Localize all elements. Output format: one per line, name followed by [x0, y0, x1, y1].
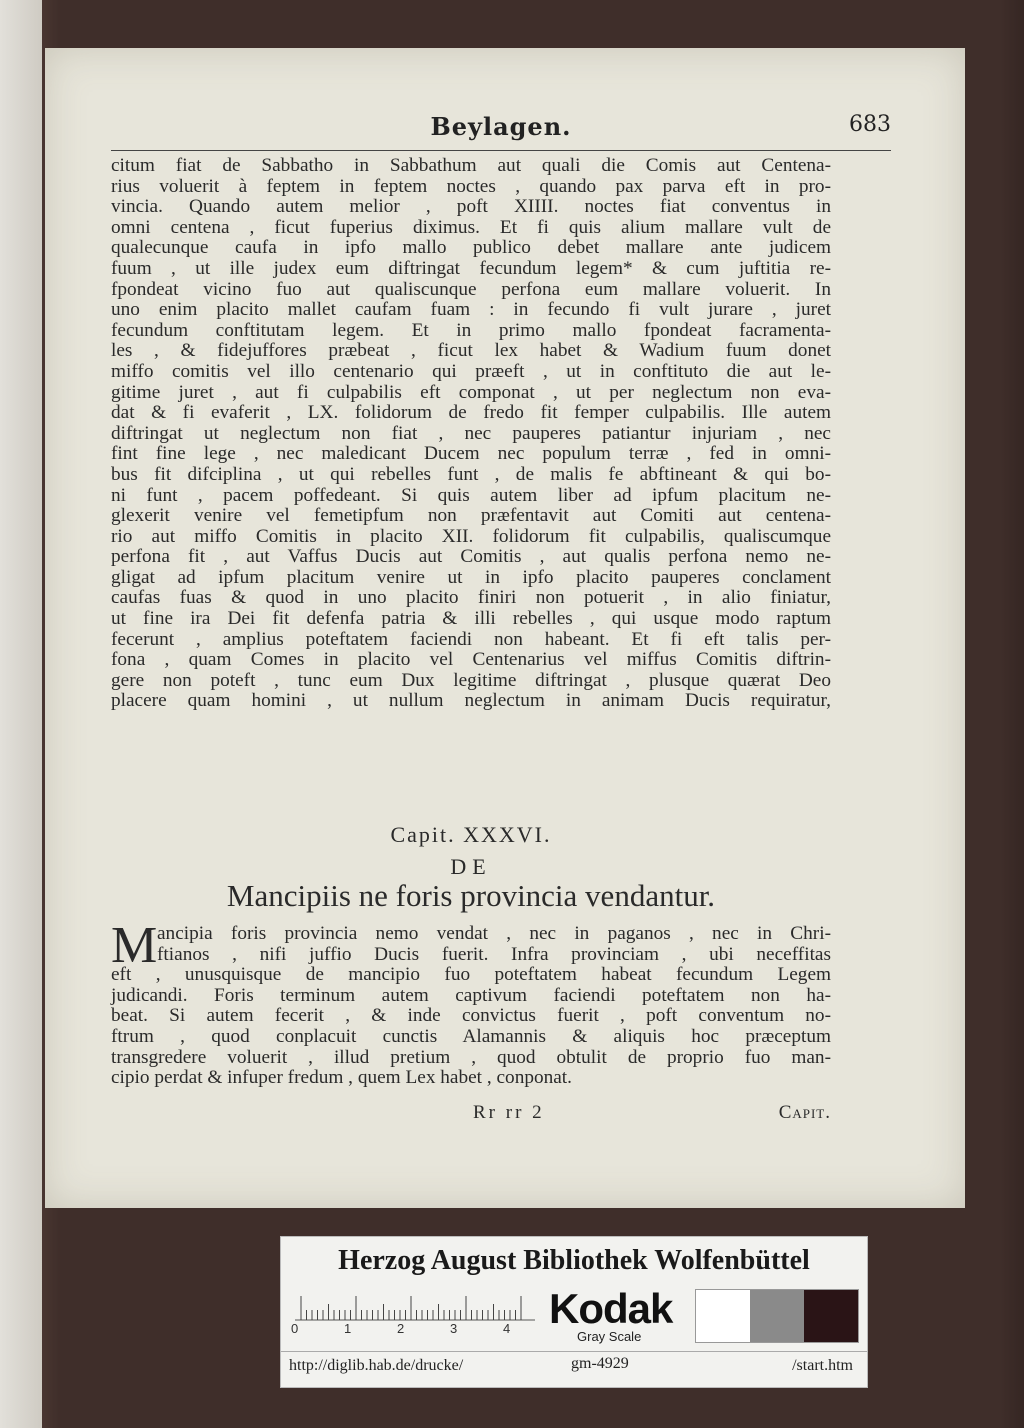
- item-id: gm-4929: [571, 1355, 629, 1372]
- gray-scale-bar: [695, 1289, 859, 1343]
- chapter-body: [111, 917, 831, 1089]
- text-line: caufas fuas & quod in uno placito finiri non potuerit , in alio finiatur,: [111, 587, 831, 609]
- gray-swatch: [750, 1290, 804, 1342]
- chapter-de: DE: [450, 854, 492, 879]
- text-line: rio aut miffo Comitis in placito XII. folidorum fit culpabilis, qualiscumque: [111, 525, 831, 547]
- text-line: qualecunque caufa in ipfo mallo publico debet mallare ante judicem: [111, 237, 831, 259]
- ruler-number: 3: [450, 1321, 458, 1336]
- chapter-title: Mancipiis ne foris provincia vendantur.: [226, 878, 716, 913]
- ruler-number: 2: [397, 1321, 405, 1336]
- ruler-number: 4: [503, 1321, 511, 1336]
- label-divider: [281, 1351, 867, 1352]
- ruler-icon: [295, 1293, 535, 1321]
- url-left: http://diglib.hab.de/drucke/: [289, 1357, 464, 1374]
- text-line: uno enim placito mallet caufam fuam : in fecundo fi vult jurare , juret: [111, 299, 831, 321]
- text-line: fecerunt , amplius poteftatem faciendi non habeant. Et fi eft talis per-: [111, 628, 831, 650]
- book-page: [45, 48, 965, 1208]
- text-line: eft , unusquisque de mancipio fuo poteftatem habeat fecundum Legem: [111, 964, 831, 986]
- text-line: transgredere voluerit , illud pretium , quod obtulit de proprio fuo man-: [111, 1046, 831, 1068]
- kodak-logo: Kodak: [549, 1285, 673, 1332]
- ruler-number: 0: [291, 1321, 299, 1336]
- text-line: les , & fidejuffores præbeat , ficut lex habet & Wadium fuum donet: [111, 340, 831, 362]
- text-line: dat & fi evaferit , LX. folidorum de fredo fit femper culpabilis. Ille autem: [111, 402, 831, 424]
- text-line: bus fit difciplina , ut qui rebelles funt , de malis fe abftineant & qui bo-: [111, 463, 831, 485]
- ruler-number: 1: [344, 1321, 352, 1336]
- text-line: glexerit venire vel femetipfum non præfentavit aut Comiti aut centena-: [111, 505, 831, 527]
- text-line: fuum , ut ille judex eum diftringat fecundum legem* & cum juftitia re-: [111, 257, 831, 279]
- text-line: fpondeat vicino fuo aut qualiscunque perfona eum mallare voluerit. In: [111, 278, 831, 300]
- text-line: gligat ad ipfum placitum venire ut in ipfo placito pauperes conclament: [111, 566, 831, 588]
- text-line: ftrum , quod conplacuit cunctis Alamannis & aliquis hoc præceptum: [111, 1025, 831, 1047]
- text-line: placere quam homini , ut nullum neglectum in animam Ducis requiratur,: [111, 690, 831, 712]
- running-title: Beylagen.: [430, 112, 572, 141]
- text-line: gitime juret , aut fi culpabilis eft componat , ut per neglectum non eva-: [111, 381, 831, 403]
- text-line: miffo comitis vel illo centenario qui præeft , ut in conftituto die aut le-: [111, 360, 831, 382]
- previous-page-edge: [0, 0, 42, 1428]
- text-line: perfona fit , aut Vaffus Ducis aut Comitis , aut qualis perfona nemo ne-: [111, 546, 831, 568]
- page-number: 683: [849, 112, 891, 137]
- text-line: citum fiat de Sabbatho in Sabbathum aut quali die Comis aut Centena-: [111, 155, 831, 176]
- url-right: /start.htm: [792, 1357, 853, 1374]
- text-line: rius voluerit à feptem in feptem noctes , quando pax parva eft in pro-: [111, 175, 831, 197]
- text-line: ni funt , pacem poffedeant. Si quis autem liber ad ipfum placitum ne-: [111, 484, 831, 506]
- text-line: ftianos , nifi juffio Ducis fuerit. Infra provinciam , ubi neceffitas: [157, 943, 831, 965]
- signature-mark: Rr rr 2: [473, 1102, 545, 1123]
- gray-swatch: [696, 1290, 750, 1342]
- catchword: Capit.: [778, 1102, 831, 1123]
- text-line: fecundum conftitutam legem. Et in primo mallo fpondeat facramenta-: [111, 319, 831, 341]
- text-line: ancipia foris provincia nemo vendat , nec in paganos , nec in Chri-: [157, 923, 831, 944]
- text-line: cipio perdat & infuper fredum , quem Lex habet , conponat.: [111, 1067, 572, 1089]
- text-line: fona , quam Comes in placito vel Centenarius vel miffus Comitis diftrin-: [111, 649, 831, 671]
- page-header: [111, 106, 891, 151]
- text-line: gere non poteft , tunc eum Dux legitime diftringat , plusque quærat Deo: [111, 669, 831, 691]
- text-line: vincia. Quando autem melior , poft XIIII. noctes fiat conventus in: [111, 196, 831, 218]
- text-line: ut fine ira Dei fit defenfa patria & illi rebelles , qui usque modo raptum: [111, 608, 831, 630]
- library-label: [280, 1236, 868, 1388]
- text-line: omni centena , ficut fuperius diximus. Et fi quis alium mallare vult de: [111, 216, 831, 238]
- text-line: beat. Si autem fecerit , & inde convictus fuerit , poft conventum no-: [111, 1005, 831, 1027]
- library-title: Herzog August Bibliothek Wolfenbüttel: [338, 1245, 810, 1276]
- body-text: [111, 156, 831, 712]
- text-line: judicandi. Foris terminum autem captivum faciendi poteftatem non ha-: [111, 984, 831, 1006]
- gray-swatch: [804, 1290, 858, 1342]
- gray-scale-label: Gray Scale: [577, 1329, 642, 1344]
- drop-cap: M: [111, 917, 158, 974]
- text-line: fint fine lege , nec maledicant Ducem nec populum terræ , fed in omni-: [111, 443, 831, 465]
- text-line: diftringat ut neglectum non fiat , nec pauperes patiantur injuriam , nec: [111, 422, 831, 444]
- chapter-label: Capit. XXXVI.: [390, 822, 552, 847]
